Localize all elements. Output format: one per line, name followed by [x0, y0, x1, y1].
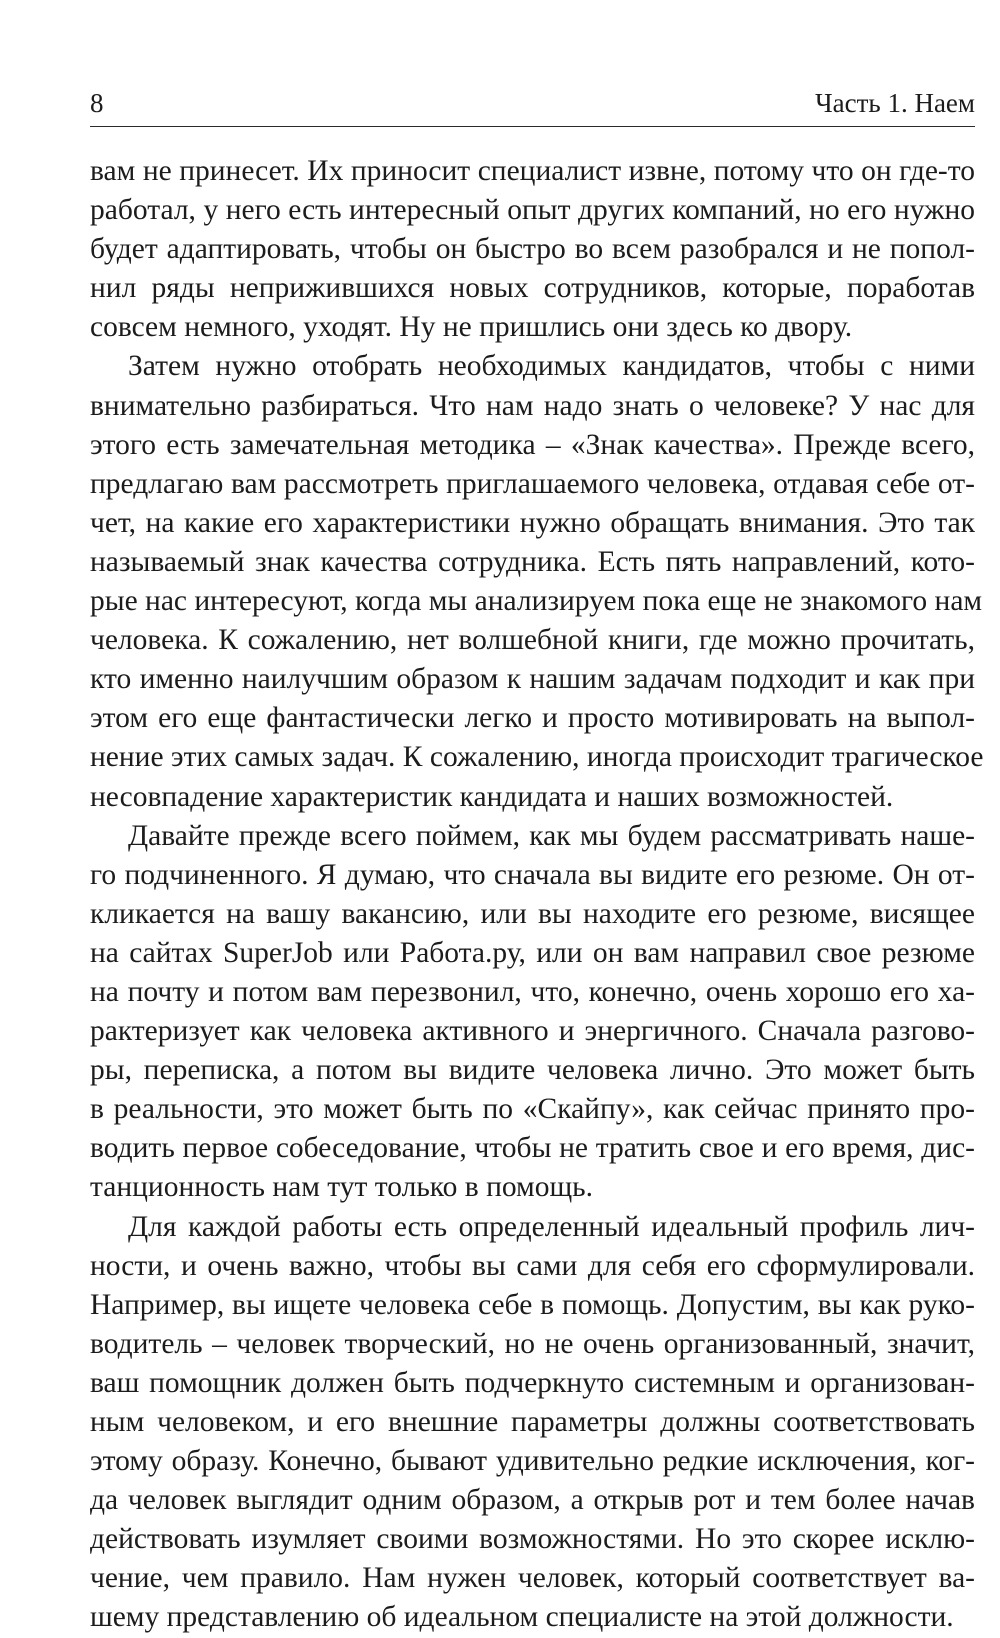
paragraph	[90, 152, 975, 347]
text-line: ры, переписка, а потом вы видите человека лично. Это может быть	[90, 1054, 975, 1087]
paragraph	[90, 1208, 975, 1638]
text-line: шему представлению об идеальном специалисте на этой должности.	[90, 1601, 954, 1634]
text-line: водитель – человек творческий, но не очень организованный, значит,	[90, 1327, 975, 1360]
text-line: кто именно наилучшим образом к нашим задачам подходит и как при	[90, 663, 975, 696]
text-line: Давайте прежде всего поймем, как мы будем рассматривать наше-	[128, 819, 975, 852]
running-head	[90, 86, 975, 127]
text-line: этом его еще фантастически легко и просто мотивировать на выпол-	[90, 702, 975, 735]
text-line: го подчиненного. Я думаю, что сначала вы видите его резюме. Он от-	[90, 858, 975, 891]
text-line: внимательно разбираться. Что нам надо знать о человеке? У нас для	[90, 389, 975, 422]
text-line: чение, чем правило. Нам нужен человек, который соответствует ва-	[90, 1562, 975, 1595]
text-line: на почту и потом вам перезвонил, что, конечно, очень хорошо его ха-	[90, 975, 975, 1008]
text-line: нение этих самых задач. К сожалению, иногда происходит трагическое	[90, 741, 984, 774]
text-line: Например, вы ищете человека себе в помощь. Допустим, вы как руко-	[90, 1288, 975, 1321]
text-line: танционность нам тут только в помощь.	[90, 1171, 594, 1204]
page-number: 8	[90, 88, 104, 118]
text-line: предлагаю вам рассмотреть приглашаемого человека, отдавая себе от-	[90, 467, 975, 500]
paragraph	[90, 817, 975, 1208]
section-title: Часть 1. Наем	[815, 88, 975, 118]
text-line: человека. К сожалению, нет волшебной книги, где можно прочитать,	[90, 624, 975, 657]
text-line: ности, и очень важно, чтобы вы сами для себя его сформулировали.	[90, 1249, 975, 1282]
text-line: нил ряды неприжившихся новых сотрудников, которые, поработав	[90, 272, 975, 305]
text-line: действовать изумляет своими возможностями. Но это скорее исклю-	[90, 1523, 975, 1556]
paragraph	[90, 347, 984, 816]
text-line: будет адаптировать, чтобы он быстро во всем разобрался и не попол-	[90, 233, 975, 266]
text-line: называемый знак качества сотрудника. Есть пять направлений, кото-	[90, 545, 975, 578]
text-line: рактеризует как человека активного и энергичного. Сначала разгово-	[90, 1015, 975, 1048]
text-line: вам не принесет. Их приносит специалист извне, потому что он где-то	[90, 155, 975, 187]
text-line: водить первое собеседование, чтобы не тратить свое и его время, дис-	[90, 1132, 975, 1165]
text-line: совсем немного, уходят. Ну не пришлись они здесь ко двору.	[90, 311, 853, 344]
text-line: кликается на вашу вакансию, или вы находите его резюме, висящее	[90, 897, 975, 930]
text-line: работал, у него есть интересный опыт других компаний, но его нужно	[90, 194, 975, 227]
text-line: рые нас интересуют, когда мы анализируем пока еще не знакомого нам	[90, 585, 983, 618]
text-line: ным человеком, и его внешние параметры должны соответствовать	[90, 1406, 975, 1438]
text-line: чет, на какие его характеристики нужно обращать внимания. Это так	[90, 506, 975, 539]
text-line: Затем нужно отобрать необходимых кандидатов, чтобы с ними	[128, 350, 975, 383]
text-line: ваш помощник должен быть подчеркнуто системным и организован-	[90, 1366, 975, 1399]
text-line: на сайтах SuperJob или Работа.ру, или он вам направил свое резюме	[90, 936, 975, 969]
text-line: да человек выглядит одним образом, а открыв рот и тем более начав	[90, 1484, 975, 1517]
text-line: Для каждой работы есть определенный идеальный профиль лич-	[128, 1210, 975, 1243]
body-text	[90, 152, 984, 1638]
text-line: этому образу. Конечно, бывают удивительно редкие исключения, ког-	[90, 1445, 975, 1478]
text-line: этого есть замечательная методика – «Знак качества». Прежде всего,	[90, 428, 975, 461]
text-line: в реальности, это может быть по «Скайпу», как сейчас принято про-	[90, 1093, 975, 1126]
text-line: несовпадение характеристик кандидата и наших возможностей.	[90, 780, 894, 813]
